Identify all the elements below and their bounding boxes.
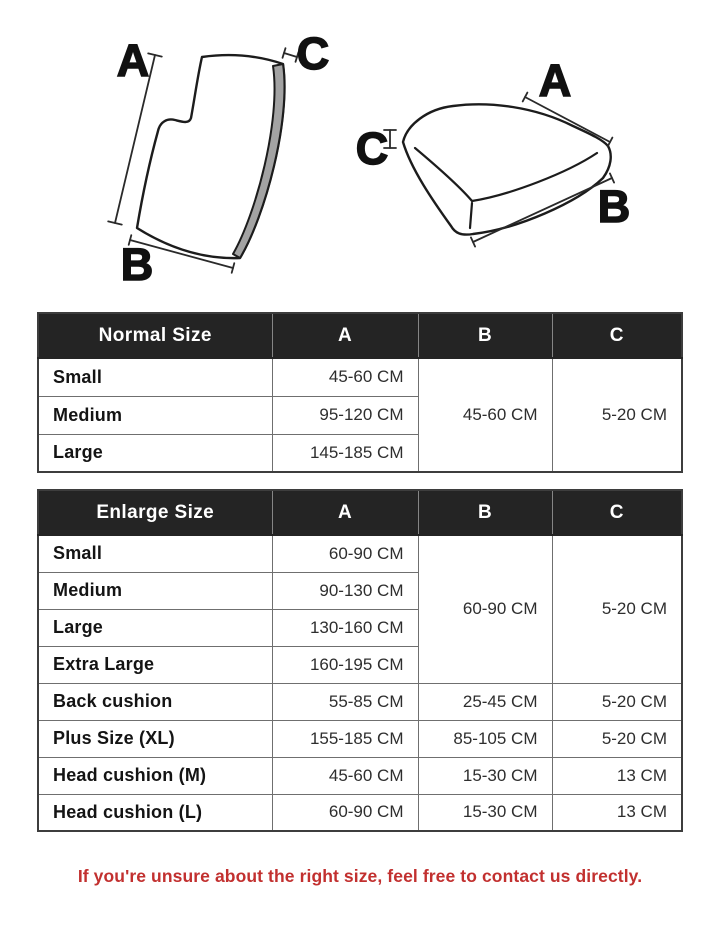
- col-header-b: B: [418, 490, 552, 535]
- dimension-c-merged-cell: 5-20 CM: [552, 358, 682, 472]
- col-header-b: B: [418, 313, 552, 358]
- dimension-a-cell: 145-185 CM: [272, 434, 418, 472]
- dimension-a-cell: 60-90 CM: [272, 535, 418, 572]
- size-label-cell: Small: [38, 358, 272, 396]
- size-label-cell: Extra Large: [38, 646, 272, 683]
- dimension-b-merged-cell: 45-60 CM: [418, 358, 552, 472]
- dim-label-a: A: [116, 35, 150, 86]
- size-label-cell: Small: [38, 535, 272, 572]
- dim-label-a: A: [538, 55, 572, 106]
- dimension-a-cell: 130-160 CM: [272, 609, 418, 646]
- dim-label-c: C: [296, 28, 330, 79]
- table-row: [38, 535, 682, 572]
- table-title: Normal Size: [38, 313, 272, 358]
- dimension-a-cell: 155-185 CM: [272, 720, 418, 757]
- cover-outline: [137, 55, 284, 258]
- dimension-a-cell: 160-195 CM: [272, 646, 418, 683]
- dimension-c-cell: 13 CM: [552, 794, 682, 831]
- table-row: [38, 794, 682, 831]
- dimension-a-cell: 55-85 CM: [272, 683, 418, 720]
- dimension-a-cell: 95-120 CM: [272, 396, 418, 434]
- size-label-cell: Medium: [38, 396, 272, 434]
- diagrams-section: [0, 0, 720, 300]
- size-label-cell: Plus Size (XL): [38, 720, 272, 757]
- cover-diagram: [90, 20, 350, 300]
- cushion-outline: [403, 104, 611, 234]
- table-row: [38, 358, 682, 396]
- footer-note: If you're unsure about the right size, feel free to contact us directly.: [77, 866, 643, 886]
- col-header-c: C: [552, 490, 682, 535]
- table-row: [38, 683, 682, 720]
- size-label-cell: Medium: [38, 572, 272, 609]
- size-label-cell: Head cushion (L): [38, 794, 272, 831]
- col-header-c: C: [552, 313, 682, 358]
- dim-label-b: B: [120, 239, 154, 290]
- dimension-b-merged-cell: 60-90 CM: [418, 535, 552, 683]
- dimension-a-cell: 90-130 CM: [272, 572, 418, 609]
- dimension-a-cell: 60-90 CM: [272, 794, 418, 831]
- dimension-c-merged-cell: 5-20 CM: [552, 535, 682, 683]
- dimension-b-cell: 85-105 CM: [418, 720, 552, 757]
- dimension-b-cell: 15-30 CM: [418, 757, 552, 794]
- dimension-b-cell: 15-30 CM: [418, 794, 552, 831]
- dim-label-c: C: [355, 123, 389, 174]
- table-row: [38, 757, 682, 794]
- table-header-row: [38, 313, 682, 358]
- enlarge-size-table: [37, 489, 683, 832]
- dimension-c-cell: 13 CM: [552, 757, 682, 794]
- normal-size-table: [37, 312, 683, 473]
- table-title: Enlarge Size: [38, 490, 272, 535]
- table-header-row: [38, 490, 682, 535]
- col-header-a: A: [272, 313, 418, 358]
- dimension-a-cell: 45-60 CM: [272, 358, 418, 396]
- dimension-b-cell: 25-45 CM: [418, 683, 552, 720]
- size-label-cell: Head cushion (M): [38, 757, 272, 794]
- size-label-cell: Large: [38, 434, 272, 472]
- dimension-c-cell: 5-20 CM: [552, 683, 682, 720]
- size-label-cell: Large: [38, 609, 272, 646]
- cushion-diagram: [345, 45, 690, 280]
- col-header-a: A: [272, 490, 418, 535]
- dimension-a-cell: 45-60 CM: [272, 757, 418, 794]
- table-row: [38, 720, 682, 757]
- size-label-cell: Back cushion: [38, 683, 272, 720]
- dimension-c-cell: 5-20 CM: [552, 720, 682, 757]
- dim-label-b: B: [597, 181, 631, 232]
